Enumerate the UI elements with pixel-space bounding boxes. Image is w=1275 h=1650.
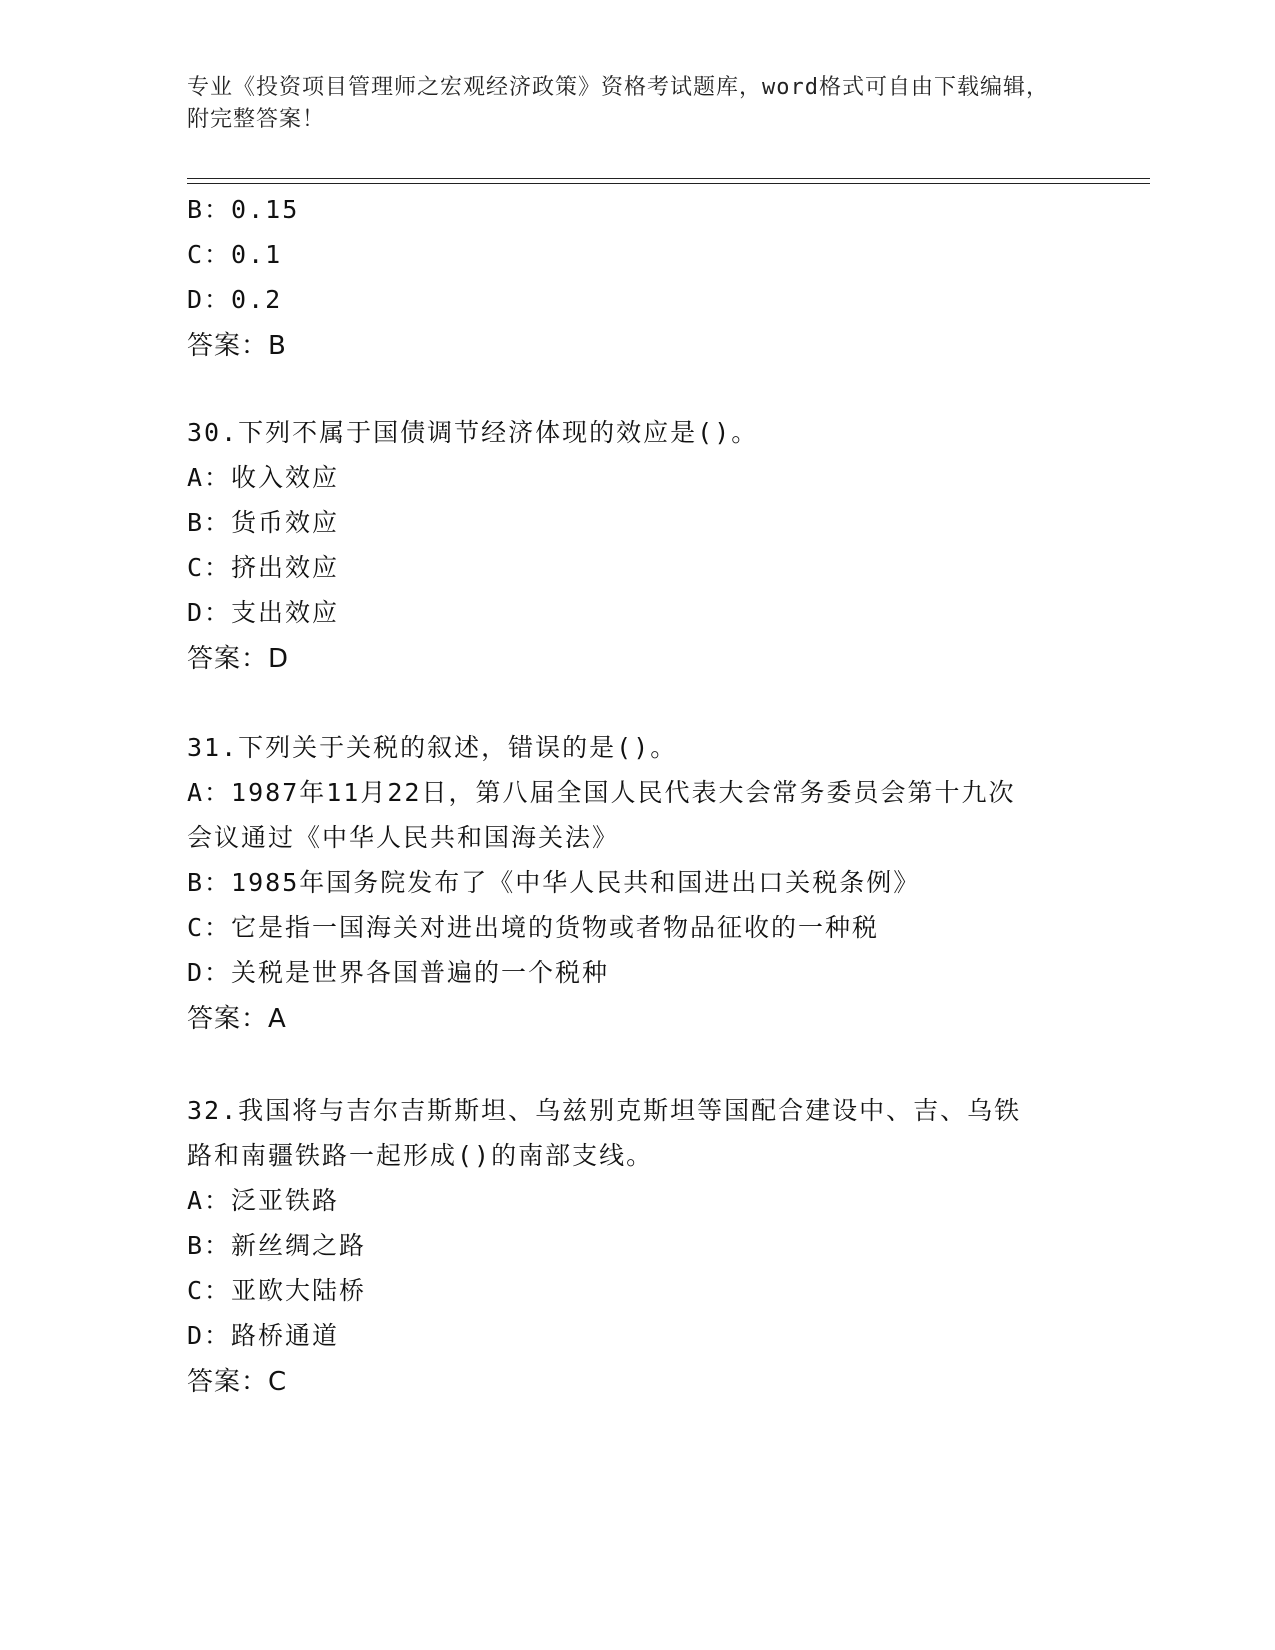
- q31-option-b: B：1985年国务院发布了《中华人民共和国进出口关税条例》: [187, 868, 921, 897]
- q32-option-c: C：亚欧大陆桥: [187, 1276, 367, 1305]
- q32-option-b: B：新丝绸之路: [187, 1231, 367, 1260]
- q31-option-d: D：关税是世界各国普遍的一个税种: [187, 958, 610, 987]
- q30-stem: 30.下列不属于国债调节经济体现的效应是()。: [187, 418, 759, 447]
- q32-option-a: A：泛亚铁路: [187, 1186, 340, 1215]
- document-header: 专业《投资项目管理师之宏观经济政策》资格考试题库，word格式可自由下载编辑，附完整答案！: [187, 75, 1049, 132]
- q30-option-c: C：挤出效应: [187, 553, 340, 582]
- prev-answer: 答案：B: [187, 331, 287, 361]
- prev-option-d: D：0.2: [187, 285, 283, 314]
- q31-stem: 31.下列关于关税的叙述，错误的是()。: [187, 733, 678, 762]
- q31-option-c: C：它是指一国海关对进出境的货物或者物品征收的一种税: [187, 913, 880, 942]
- q32-stem-line2: 路和南疆铁路一起形成()的南部支线。: [187, 1141, 654, 1170]
- q30-option-b: B：货币效应: [187, 508, 340, 537]
- q32-answer: 答案：C: [187, 1367, 288, 1397]
- q31-option-a-line1: A：1987年11月22日，第八届全国人民代表大会常务委员会第十九次: [187, 778, 1016, 807]
- header-rule-top: [187, 178, 1150, 179]
- q30-answer: 答案：D: [187, 644, 290, 674]
- prev-option-c: C：0.1: [187, 240, 283, 269]
- q32-stem-line1: 32.我国将与吉尔吉斯斯坦、乌兹别克斯坦等国配合建设中、吉、乌铁: [187, 1096, 1022, 1125]
- q30-option-d: D：支出效应: [187, 598, 340, 627]
- q30-option-a: A：收入效应: [187, 463, 340, 492]
- q32-option-d: D：路桥通道: [187, 1321, 340, 1350]
- prev-option-b: B：0.15: [187, 195, 300, 224]
- q31-answer: 答案：A: [187, 1004, 287, 1034]
- q31-option-a-line2: 会议通过《中华人民共和国海关法》: [187, 823, 620, 852]
- header-rule-bottom: [187, 183, 1150, 184]
